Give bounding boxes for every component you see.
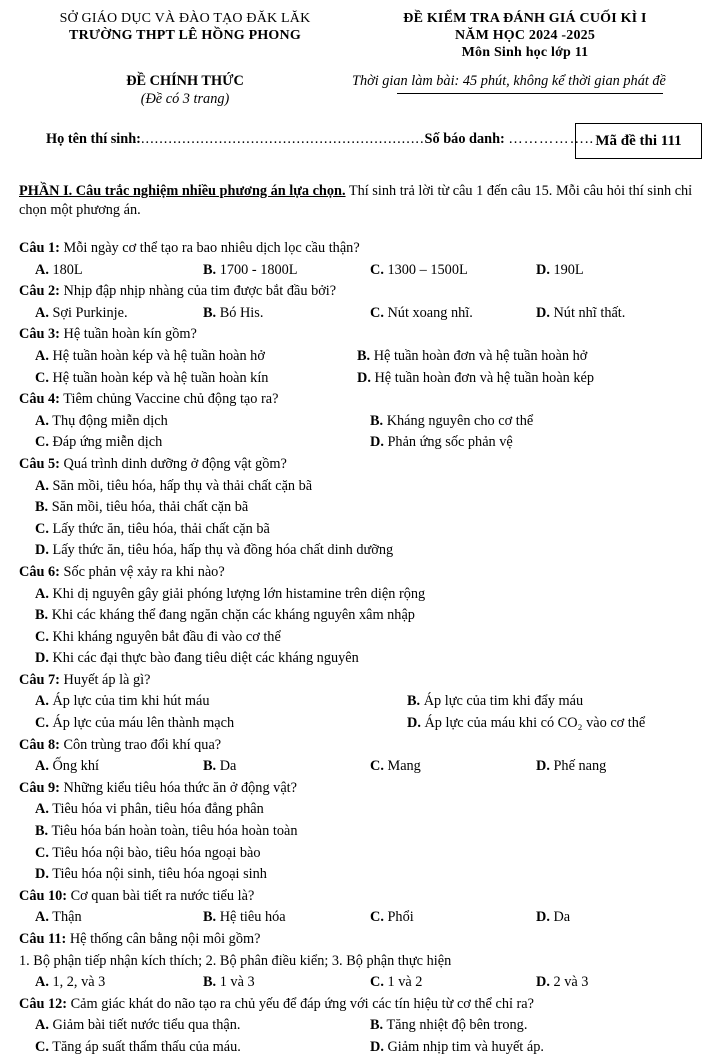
option: B. Kháng nguyên cho cơ thể	[370, 412, 534, 429]
option: C. Áp lực của máu lên thành mạch	[35, 715, 235, 732]
option: A. Thụ động miễn dịch	[35, 412, 168, 429]
header-left	[10, 11, 360, 45]
option: C. Mang	[370, 758, 421, 775]
question-list	[19, 240, 709, 1061]
options-row	[19, 909, 709, 931]
option: A. Giảm bài tiết nước tiểu qua thận.	[35, 1017, 241, 1034]
student-name-label: Họ tên thí sinh:	[46, 131, 141, 147]
option: B. Da	[203, 758, 237, 775]
question-text: Hệ tuần hoàn kín gồm?	[59, 326, 197, 343]
options-row	[19, 1039, 709, 1061]
question-stem	[19, 737, 709, 759]
option: A. Thận	[35, 909, 82, 926]
department-name: SỞ GIÁO DỤC VÀ ĐÀO TẠO ĐĂK LĂK	[59, 11, 311, 26]
question-label: Câu 3:	[19, 326, 60, 343]
option: D. Lấy thức ăn, tiêu hóa, hấp thụ và đồng hóa chất dinh dưỡng	[35, 542, 394, 559]
official-label: ĐỀ CHÍNH THỨC	[126, 73, 244, 89]
option: D. Phế nang	[536, 758, 607, 775]
option: D. Da	[536, 909, 571, 926]
question-stem	[19, 931, 709, 953]
question-text: Mỗi ngày cơ thể tạo ra bao nhiêu dịch lọc cầu thận?	[59, 240, 360, 256]
option: D. Nút nhĩ thất.	[536, 304, 626, 321]
school-year: NĂM HỌC 2024 -2025	[454, 27, 596, 43]
question-label: Câu 12:	[19, 995, 68, 1012]
option: C. Tăng áp suất thẩm thấu của máu.	[35, 1038, 241, 1055]
exam-title: ĐỀ KIỂM TRA ĐÁNH GIÁ CUỐI KÌ I	[403, 11, 647, 26]
question-text: Những kiểu tiêu hóa thức ăn ở động vật?	[59, 779, 297, 796]
option: C. Tiêu hóa nội bào, tiêu hóa ngoại bào	[35, 844, 261, 861]
options-row	[19, 370, 709, 392]
question-stem	[19, 240, 709, 262]
question-stem	[19, 564, 709, 586]
option: D. Áp lực của máu khi có CO₂ vào cơ thể	[407, 715, 646, 732]
options-row	[19, 262, 709, 284]
option: B. Săn mồi, tiêu hóa, thải chất cặn bã	[35, 499, 249, 516]
question-label: Câu 2:	[19, 283, 60, 300]
part-one-title: PHẦN I. Câu trắc nghiệm nhiều phương án lựa chọn.	[19, 183, 346, 199]
option: D. Hệ tuần hoàn đơn và hệ tuần hoàn kép	[357, 369, 595, 386]
options-row	[19, 693, 709, 715]
question-extra: 1. Bộ phận tiếp nhận kích thích; 2. Bộ phân điều kiển; 3. Bộ phận thực hiện	[19, 952, 452, 969]
option: A. 180L	[35, 261, 83, 278]
question-label: Câu 9:	[19, 779, 60, 796]
option: C. Lấy thức ăn, tiêu hóa, thải chất cặn bã	[35, 520, 270, 537]
option: A. Ống khí	[35, 758, 99, 775]
question-text: Cơ quan bài tiết ra nước tiểu là?	[67, 887, 255, 904]
question-stem	[19, 326, 709, 348]
option: C. Đáp ứng miễn dịch	[35, 434, 163, 451]
question-text: Tiêm chủng Vaccine chủ động tạo ra?	[59, 391, 279, 408]
options-row	[19, 348, 709, 370]
option: D. 2 và 3	[536, 974, 589, 991]
option: B. Khi các kháng thể đang ngăn chặn các kháng nguyên xâm nhập	[35, 607, 415, 624]
options-row	[19, 413, 709, 435]
question-stem	[19, 672, 709, 694]
option: A. Áp lực của tim khi hút máu	[35, 693, 210, 710]
option: D. Tiêu hóa nội sinh, tiêu hóa ngoại sinh	[35, 866, 267, 883]
school-name: TRƯỜNG THPT LÊ HỒNG PHONG	[69, 27, 301, 43]
options-row	[19, 305, 709, 327]
part-one-heading	[19, 182, 699, 220]
option: D. 190L	[536, 261, 584, 278]
option: B. Tăng nhiệt độ bên trong.	[370, 1017, 528, 1034]
question-label: Câu 1:	[19, 240, 60, 256]
option: C. Khi kháng nguyên bắt đầu đi vào cơ thể	[35, 628, 281, 645]
question-text: Quá trình dinh dưỡng ở động vật gồm?	[59, 455, 287, 472]
student-name-dots: ..............................................................	[140, 131, 425, 147]
question-stem	[19, 391, 709, 413]
option: C. 1300 – 1500L	[370, 261, 468, 278]
subject: Môn Sinh học lớp 11	[461, 44, 589, 60]
exam-duration: Thời gian làm bài: 45 phút, không kể thời gian phát đề	[352, 73, 666, 89]
question-stem	[19, 456, 709, 478]
question-label: Câu 11:	[19, 931, 67, 947]
question-label: Câu 4:	[19, 391, 60, 408]
question-label: Câu 5:	[19, 455, 60, 472]
student-info-row	[46, 131, 594, 148]
option: B. Hệ tiêu hóa	[203, 909, 286, 926]
option: A. Khi dị nguyên gây giải phóng lượng lớn histamine trên diện rộng	[35, 585, 426, 602]
option: B. 1700 - 1800L	[203, 261, 298, 278]
option: B. Áp lực của tim khi đẩy máu	[407, 693, 584, 710]
exam-code-box: Mã đề thi 111	[575, 123, 702, 159]
option: B. Hệ tuần hoàn đơn và hệ tuần hoàn hở	[357, 347, 588, 364]
option: D. Khi các đại thực bào đang tiêu diệt các kháng nguyên	[35, 650, 359, 667]
option: C. 1 và 2	[370, 974, 423, 991]
question-text: Sốc phản vệ xảy ra khi nào?	[59, 563, 225, 580]
question-label: Câu 7:	[19, 671, 60, 688]
student-id-label: Số báo danh:	[424, 131, 505, 147]
option: A. 1, 2, và 3	[35, 974, 106, 991]
question-stem	[19, 283, 709, 305]
header-divider	[397, 93, 663, 94]
option: B. Bó His.	[203, 304, 264, 321]
question-text: Nhịp đập nhịp nhàng của tim được bắt đầu bởi?	[59, 283, 337, 300]
option: C. Hệ tuần hoàn kép và hệ tuần hoàn kín	[35, 369, 269, 386]
student-id-dots: ……………..	[508, 131, 595, 147]
option: A. Săn mồi, tiêu hóa, hấp thụ và thải chất cặn bã	[35, 477, 313, 494]
question-label: Câu 8:	[19, 736, 60, 753]
question-stem	[19, 888, 709, 910]
option: C. Nút xoang nhĩ.	[370, 304, 473, 321]
question-text: Hệ thống cân bằng nội môi gồm?	[66, 931, 261, 947]
question-text: Côn trùng trao đổi khí qua?	[59, 736, 222, 753]
question-text: Cảm giác khát do não tạo ra chủ yếu để đáp ứng với các tín hiệu từ cơ thể chỉ ra?	[67, 995, 534, 1012]
question-label: Câu 6:	[19, 563, 60, 580]
header-right	[340, 11, 710, 61]
option: D. Giảm nhịp tim và huyết áp.	[370, 1038, 544, 1055]
question-stem	[19, 996, 709, 1018]
options-row	[19, 434, 709, 456]
options-row	[19, 974, 709, 996]
question-label: Câu 10:	[19, 887, 68, 904]
part-one-instruction: Thí sinh trả lời từ câu 1 đến câu 15. Mỗi câu hỏi thí sinh chỉ chọn một phương án.	[19, 183, 693, 218]
option: D. Phản ứng sốc phản vệ	[370, 434, 513, 451]
option: B. 1 và 3	[203, 974, 255, 991]
option: A. Tiêu hóa vi phân, tiêu hóa đẳng phân	[35, 801, 264, 818]
options-row	[19, 1017, 709, 1039]
option: A. Sợi Purkinje.	[35, 304, 128, 321]
question-text: Huyết áp là gì?	[59, 671, 151, 688]
question-stem	[19, 780, 709, 802]
options-row	[19, 715, 709, 737]
option: A. Hệ tuần hoàn kép và hệ tuần hoàn hở	[35, 347, 265, 364]
page-count: (Đề có 3 trang)	[140, 91, 230, 107]
option: C. Phổi	[370, 909, 414, 926]
option: B. Tiêu hóa bán hoàn toàn, tiêu hóa hoàn toàn	[35, 823, 298, 840]
options-row	[19, 758, 709, 780]
